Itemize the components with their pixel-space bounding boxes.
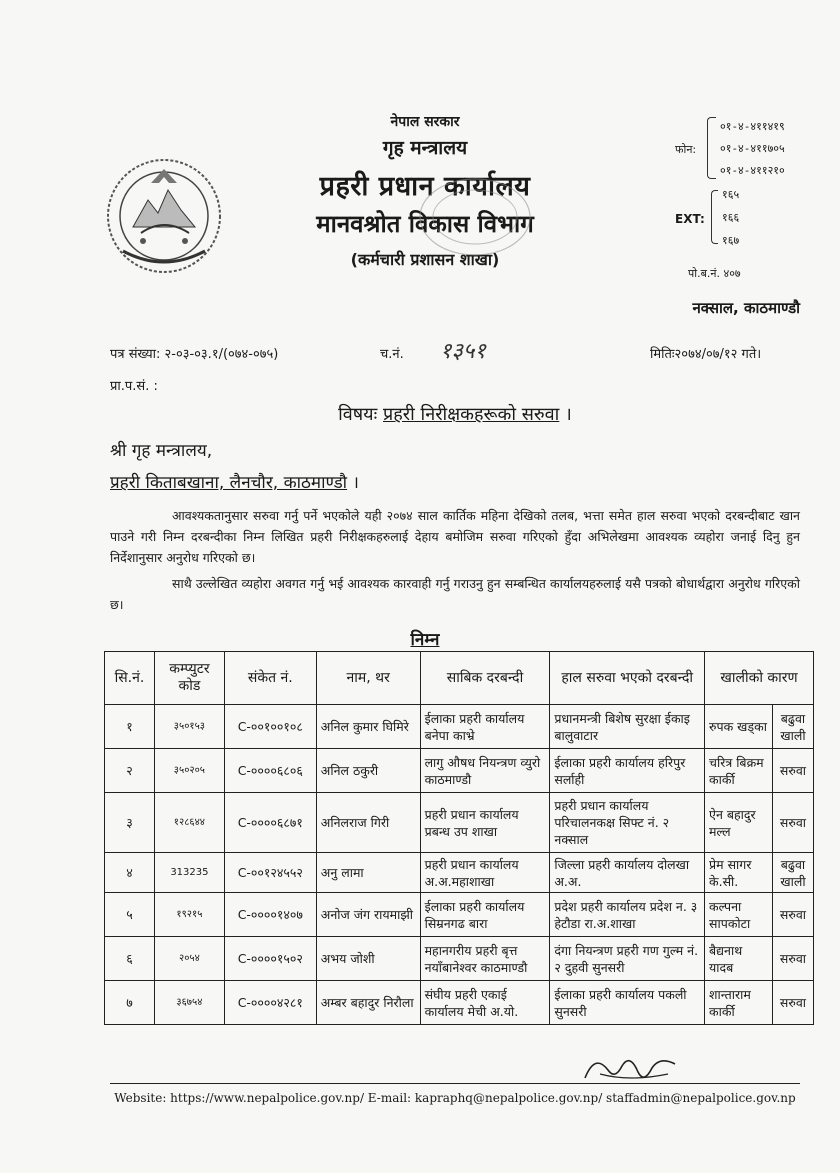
table-header-row — [105, 652, 814, 705]
cell-sanket: C-००००६८०६ — [224, 749, 316, 793]
cell-vacancy-name: बैद्यनाथ यादब — [705, 937, 773, 981]
extension-number: १६५ — [722, 188, 740, 201]
cell-previous: संघीय प्रहरी एकाई कार्यालय मेची अ.यो. — [420, 981, 550, 1025]
table-row — [105, 853, 814, 893]
cell-name: अनिल कुमार घिमिरे — [316, 705, 420, 749]
section-name: (कर्मचारी प्रशासन शाखा) — [350, 250, 500, 269]
phone-number: ०१-४-४११४१९ — [720, 120, 785, 133]
cell-vacancy-reason: बढुवा खाली — [772, 853, 813, 893]
department-name: मानवश्रोत विकास विभाग — [316, 210, 534, 238]
column-header: खालीको कारण — [705, 652, 814, 705]
table-row — [105, 893, 814, 937]
cell-vacancy-reason: सरुवा — [772, 981, 813, 1025]
cell-code: ३६७५४ — [154, 981, 224, 1025]
cell-vacancy-name: कल्पना सापकोटा — [705, 893, 773, 937]
column-header: साबिक दरबन्दी — [420, 652, 550, 705]
column-header: सि.नं. — [105, 652, 155, 705]
cell-sn: ७ — [105, 981, 155, 1025]
letter-number: पत्र संख्या: २-०३-०३.१/(०७४-०७५) — [110, 347, 279, 362]
footer-contact: Website: https://www.nepalpolice.gov.np/ E-mail: kapraphq@nepalpolice.gov.np/ staffadmin@nepalpolice.gov.np — [114, 1091, 796, 1105]
addressee-end: । — [352, 473, 359, 493]
cell-sanket: C-००००४२८१ — [224, 981, 316, 1025]
cell-name: अनिलराज गिरी — [316, 793, 420, 853]
footer-divider — [110, 1083, 800, 1084]
cell-vacancy-name: प्रेम सागर के.सी. — [705, 853, 773, 893]
cell-code: ३५०१५३ — [154, 705, 224, 749]
cell-current: ईलाका प्रहरी कार्यालय हरिपुर सर्लाही — [550, 749, 705, 793]
table-row — [105, 981, 814, 1025]
signature — [580, 1048, 680, 1088]
addressee-line-2 — [110, 470, 359, 493]
cell-sn: ५ — [105, 893, 155, 937]
cell-sn: ३ — [105, 793, 155, 853]
cell-vacancy-name: शान्ताराम कार्की — [705, 981, 773, 1025]
cell-name: अनिल ठकुरी — [316, 749, 420, 793]
cell-vacancy-name: चरित्र बिक्रम कार्की — [705, 749, 773, 793]
column-header: नाम, थर — [316, 652, 420, 705]
cell-previous: ईलाका प्रहरी कार्यालय बनेपा काभ्रे — [420, 705, 550, 749]
cell-current: दंगा नियन्त्रण प्रहरी गण गुल्म नं. २ दुहवी सुनसरी — [550, 937, 705, 981]
cell-current: प्रदेश प्रहरी कार्यालय प्रदेश न. ३ हेटौडा रा.अ.शाखा — [550, 893, 705, 937]
cell-vacancy-name: ऐन बहादुर मल्ल — [705, 793, 773, 853]
cell-name: अभय जोशी — [316, 937, 420, 981]
cell-vacancy-name: रुपक खड्का — [705, 705, 773, 749]
cell-previous: लागु औषध नियन्त्रण व्युरो काठमाण्डौ — [420, 749, 550, 793]
table-row — [105, 937, 814, 981]
column-header: कम्प्युटर कोड — [154, 652, 224, 705]
extension-brace — [711, 190, 718, 244]
cell-code: २०५४ — [154, 937, 224, 981]
cell-sanket: C-००१००१०८ — [224, 705, 316, 749]
cell-name: अम्बर बहादुर निरौला — [316, 981, 420, 1025]
cell-sanket: C-००००१४०७ — [224, 893, 316, 937]
cell-sanket: C-००००१५०२ — [224, 937, 316, 981]
cell-vacancy-reason: सरुवा — [772, 893, 813, 937]
cell-previous: प्रहरी प्रधान कार्यालय अ.अ.महाशाखा — [420, 853, 550, 893]
subject-label: विषयः — [338, 404, 378, 425]
cell-current: प्रधानमन्त्री बिशेष सुरक्षा ईकाइ बालुवाटार — [550, 705, 705, 749]
ministry-name: गृह मन्त्रालय — [382, 137, 468, 159]
cell-sn: ६ — [105, 937, 155, 981]
office-seal-icon — [415, 175, 535, 260]
column-header: संकेत नं. — [224, 652, 316, 705]
table-row — [105, 705, 814, 749]
cell-vacancy-reason: सरुवा — [772, 749, 813, 793]
column-header: हाल सरुवा भएको दरबन्दी — [550, 652, 705, 705]
transfer-table — [104, 651, 814, 1025]
phone-number: ०१-४-४११७०५ — [720, 142, 785, 155]
cell-sn: २ — [105, 749, 155, 793]
table-body — [105, 705, 814, 1025]
cell-name: अनु लामा — [316, 853, 420, 893]
cell-sn: ४ — [105, 853, 155, 893]
table-row — [105, 749, 814, 793]
cell-code: १९२१५ — [154, 893, 224, 937]
cell-vacancy-reason: बढुवा खाली — [772, 705, 813, 749]
office-name: प्रहरी प्रधान कार्यालय — [319, 171, 531, 202]
cell-name: अनोज जंग रायमाझी — [316, 893, 420, 937]
dispatch-label: च.नं. — [380, 347, 404, 362]
addressee-office: प्रहरी किताबखाना, लैनचौर, काठमाण्डौ — [110, 473, 348, 493]
body-paragraph-1: आवश्यकतानुसार सरुवा गर्नु पर्ने भएकोले यही २०७४ साल कार्तिक महिना देखिको तलब, भत्ता समेत हाल सरुवा भएको दरबन्दीबाट खान पाउने गरी निम्न दरबन्दीका निम्न लिखित प्रहरी निरीक्षकहरुलाई देहाय बमोजिम सरुवा गरिएको हुँदा अभिलेखमा आवश्यक व्यहोरा जनाई दिनु हुन निर्देशानुसार अनुरोध गरिएको छ। — [110, 508, 800, 565]
extension-label: EXT: — [675, 212, 705, 226]
subject-text: प्रहरी निरीक्षकहरूको सरुवा — [383, 404, 560, 425]
government-name: नेपाल सरकार — [390, 114, 460, 130]
cell-vacancy-reason: सरुवा — [772, 793, 813, 853]
extension-number: १६६ — [722, 211, 740, 224]
cell-sanket: C-००००६८७१ — [224, 793, 316, 853]
table-row — [105, 793, 814, 853]
extension-number: १६७ — [722, 234, 740, 247]
cell-current: जिल्ला प्रहरी कार्यालय दोलखा अ.अ. — [550, 853, 705, 893]
received-number: प्रा.प.सं. : — [110, 379, 158, 394]
cell-previous: ईलाका प्रहरी कार्यालय सिम्रनगढ बारा — [420, 893, 550, 937]
phone-label: फोन: — [675, 143, 697, 156]
cell-sanket: C-००१२४५५२ — [224, 853, 316, 893]
phone-brace — [707, 117, 716, 179]
body-paragraph-2: साथै उल्लेखित व्यहोरा अवगत गर्नु भई आवश्यक कारवाही गर्नु गराउनु हुन सम्बन्धित कार्यालयहरुलाई यसै पत्रको बोधार्थद्वारा अनुरोध गरिएको छ। — [110, 576, 800, 612]
addressee-line-1: श्री गृह मन्त्रालय, — [110, 441, 213, 461]
dispatch-number: १३५१ — [440, 339, 486, 364]
po-box: पो.ब.नं. ४०७ — [688, 267, 741, 280]
letter-date: मितिः२०७४/०७/१२ गते। — [650, 347, 762, 362]
office-address: नक्साल, काठमाण्डौ — [692, 299, 800, 317]
subject-end: । — [565, 404, 572, 425]
cell-current: प्रहरी प्रधान कार्यालय परिचालनकक्ष सिफ्ट नं. २ नक्साल — [550, 793, 705, 853]
subject-line — [290, 402, 620, 426]
cell-previous: महानगरीय प्रहरी बृत्त नयाँबानेश्वर काठमाण्डौ — [420, 937, 550, 981]
cell-previous: प्रहरी प्रधान कार्यालय प्रबन्ध उप शाखा — [420, 793, 550, 853]
cell-code: 313235 — [154, 853, 224, 893]
cell-current: ईलाका प्रहरी कार्यालय पकली सुनसरी — [550, 981, 705, 1025]
cell-vacancy-reason: सरुवा — [772, 937, 813, 981]
phone-number: ०१-४-४११२१० — [720, 164, 785, 177]
list-heading: निम्न — [410, 630, 440, 650]
cell-code: १२८६४४ — [154, 793, 224, 853]
cell-code: ३५०२०५ — [154, 749, 224, 793]
cell-sn: १ — [105, 705, 155, 749]
nepal-emblem-icon — [103, 155, 225, 277]
